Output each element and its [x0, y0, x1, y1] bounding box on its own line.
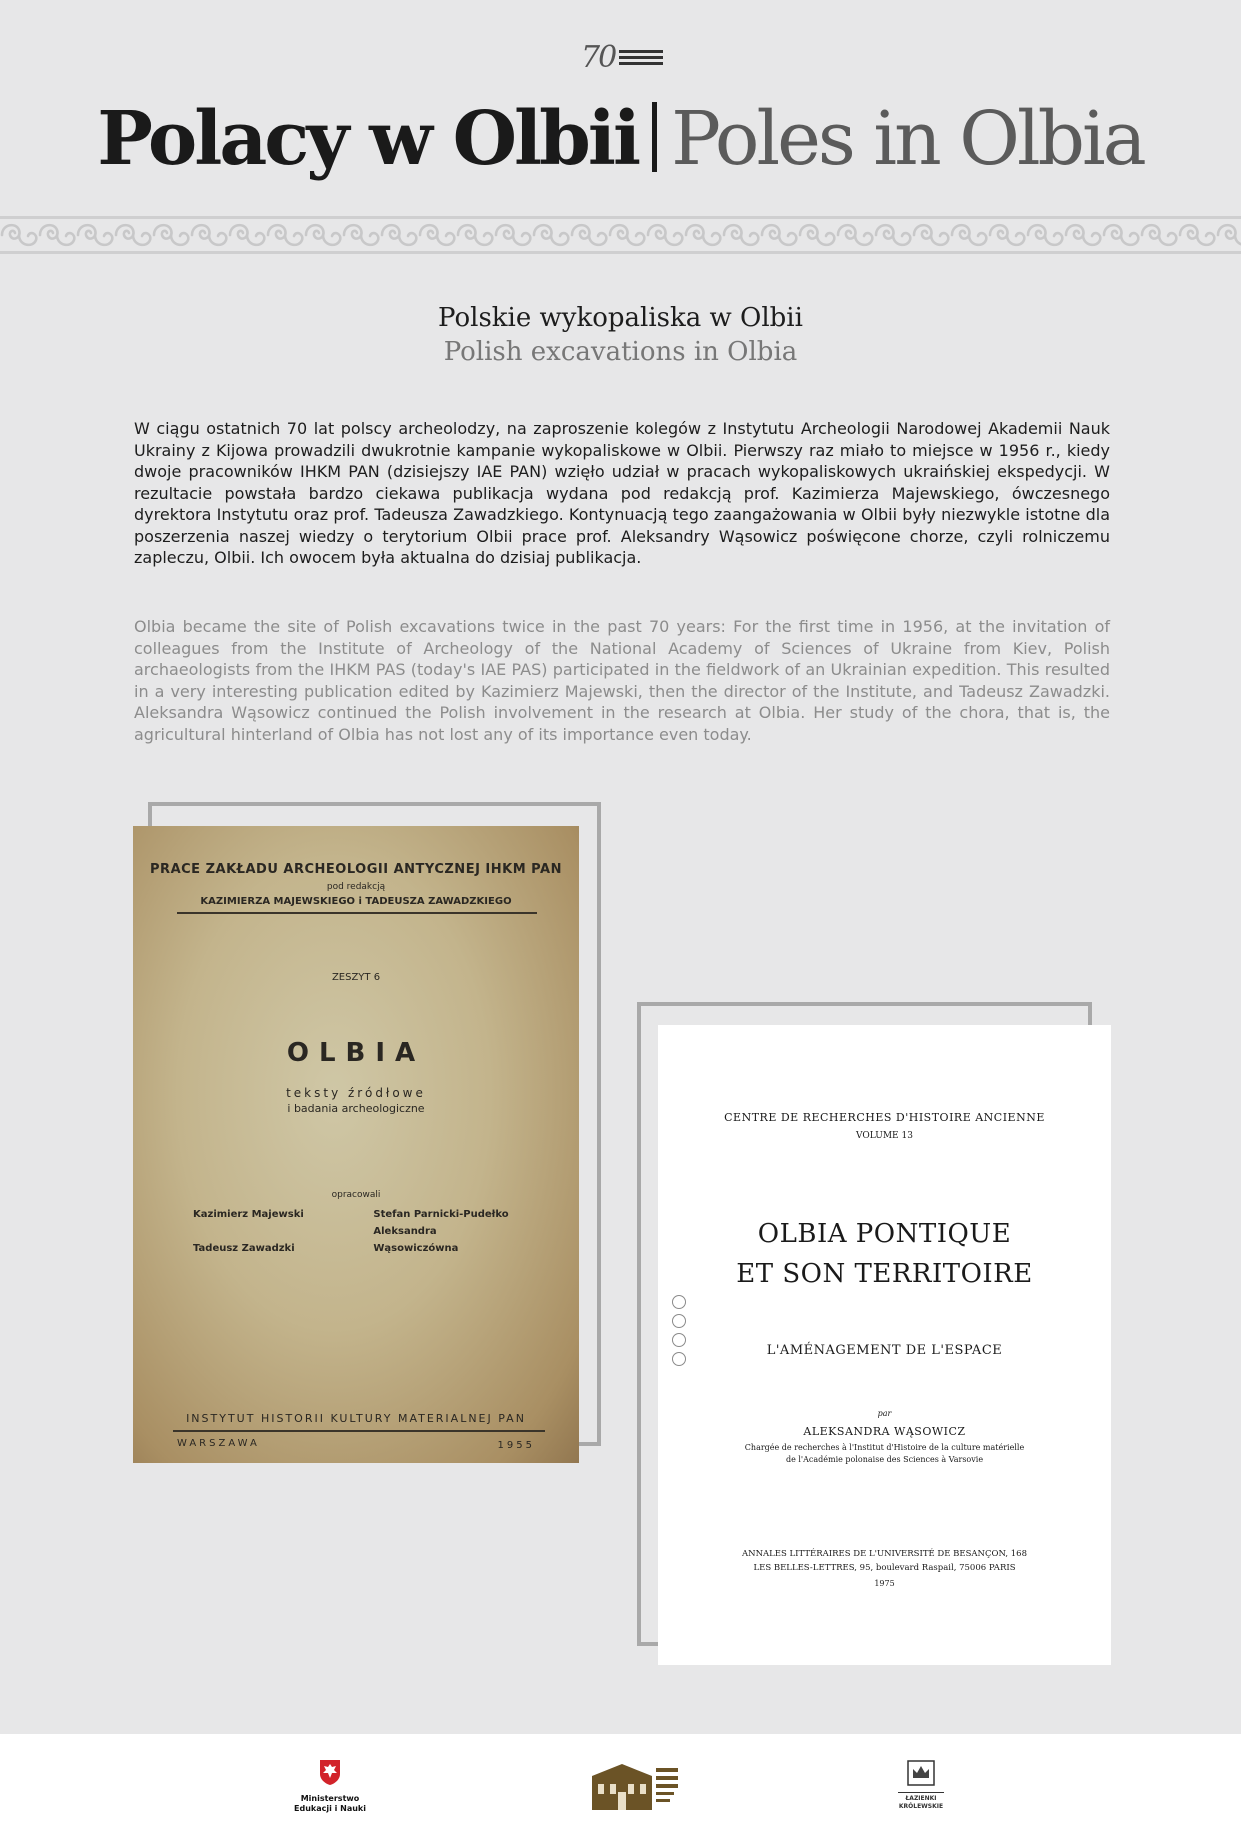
cover1-year: 1955 — [497, 1440, 535, 1451]
page-title-en: Poles in Olbia — [671, 96, 1144, 182]
ministry-caption-2: Edukacji i Nauki — [294, 1804, 366, 1813]
lazienki-caption-2: KRÓLEWSKIE — [898, 1803, 944, 1810]
jubilee-70-logo — [581, 40, 665, 76]
cover2-annales: ANNALES LITTÉRAIRES DE L'UNIVERSITÉ DE BESANÇON, 168 — [742, 1549, 1027, 1559]
lazienki-crown-logo-icon — [907, 1760, 935, 1786]
section-title-pl: Polskie wykopaliska w Olbii — [438, 303, 803, 333]
cover2-subtitle: L'AMÉNAGEMENT DE L'ESPACE — [766, 1343, 1003, 1358]
page-title-pl: Polacy w Olbii — [97, 96, 639, 182]
ministry-caption-1: Ministerstwo — [300, 1794, 360, 1803]
book-cover-olbia — [133, 826, 579, 1463]
cover1-zeszyt: ZESZYT 6 — [331, 972, 381, 983]
cover2-publisher: LES BELLES-LETTRES, 95, boulevard Raspail, 75006 PARIS — [753, 1563, 1016, 1573]
cover1-pod-redakcja: pod redakcją — [326, 882, 386, 892]
polish-eagle-emblem-icon — [318, 1758, 342, 1786]
cover1-authors — [193, 1206, 523, 1257]
cover1-institute: INSTYTUT HISTORII KULTURY MATERIALNEJ PAN — [186, 1412, 526, 1425]
jubilee-bars-icon — [619, 50, 663, 68]
cover2-center: CENTRE DE RECHERCHES D'HISTOIRE ANCIENNE — [724, 1111, 1045, 1124]
jubilee-number: 70 — [581, 40, 616, 75]
cover1-subtitle-2: i badania archeologiczne — [287, 1102, 425, 1115]
cover2-title-2: ET SON TERRITOIRE — [736, 1259, 1033, 1289]
cover2-affiliation-1: Chargée de recherches à l'Institut d'Histoire de la culture matérielle — [744, 1443, 1025, 1452]
cover1-rule-bottom — [173, 1430, 545, 1432]
cover1-city: WARSZAWA — [177, 1438, 260, 1449]
body-text-pl: W ciągu ostatnich 70 lat polscy archeolodzy, na zaproszenie kolegów z Instytutu Archeologii Narodowej Akademii Nauk Ukrainy z Kijowa prowadzili dwukrotnie kampanie wykopaliskowe w Olbii. Pierwszy raz miało to miejsce w 1956 r., kiedy dwoje pracowników IHKM PAN (dzisiejszy IAE PAN) wzięło udział w pracach wykopaliskowych ukraińskiej ekspedycji. W rezultacie powstała bardzo ciekawa publikacja wydana pod redakcją prof. Kazimierza Majewskiego, ówczesnego dyrektora Instytutu oraz prof. Tadeusza Zawadzkiego. Kontynuacją tego zaangażowania w Olbii były niezwykle istotne dla poszerzenia naszej wiedzy o terytorium Olbii prace prof. Aleksandry Wąsowicz poświęcone chorze, czyli rolniczemu zapleczu, Olbii. Ich owocem była aktualna do dzisiaj publikacja. — [134, 419, 1110, 567]
cover1-author: Tadeusz Zawadzki — [193, 1243, 295, 1254]
cover2-title-1: OLBIA PONTIQUE — [757, 1219, 1012, 1249]
cover2-volume: VOLUME 13 — [856, 1131, 913, 1141]
meander-border-icon — [0, 216, 1241, 254]
cover1-author: Kazimierz Majewski — [193, 1209, 304, 1220]
cover2-year: 1975 — [874, 1579, 895, 1588]
page-title — [0, 92, 1241, 186]
title-separator — [652, 102, 657, 172]
lazienki-caption-1: ŁAZIENKI — [905, 1795, 937, 1802]
cover2-author: ALEKSANDRA WĄSOWICZ — [803, 1425, 966, 1438]
cover1-editors: KAZIMIERZA MAJEWSKIEGO i TADEUSZA ZAWADZKIEGO — [200, 896, 512, 907]
cover2-par: par — [877, 1409, 892, 1418]
book-title-page-olbia-pontique — [658, 1025, 1111, 1665]
cover2-affiliation-2: de l'Académie polonaise des Sciences à Varsovie — [785, 1455, 984, 1464]
iae-pan-building-logo-icon — [590, 1762, 680, 1812]
cover1-subtitle-1: teksty źródłowe — [286, 1086, 426, 1100]
section-title-en: Polish excavations in Olbia — [443, 337, 798, 367]
cover1-author: Aleksandra Wąsowiczówna — [373, 1226, 459, 1254]
ministry-logo — [290, 1758, 370, 1814]
cover1-author: Stefan Parnicki-Pudełko — [373, 1209, 509, 1220]
cover1-title: OLBIA — [286, 1038, 426, 1068]
cover1-series: PRACE ZAKŁADU ARCHEOLOGII ANTYCZNEJ IHKM PAN — [150, 862, 562, 877]
cover1-rule-top — [177, 912, 537, 914]
lazienki-logo — [898, 1760, 944, 1811]
body-text-en: Olbia became the site of Polish excavations twice in the past 70 years: For the first time in 1956, at the invitation of colleagues from the Institute of Archeology of the National Academy of Sciences of Ukraine from Kiev, Polish archaeologists from the IHKM PAS (today's IAE PAS) participated in the fieldwork of an Ukrainian expedition. This resulted in a very interesting publication edited by Kazimierz Majewski, then the director of the Institute, and Tadeusz Zawadzki. Aleksandra Wąsowicz continued the Polish involvement in the research at Olbia. Her study of the chora, that is, the agricultural hinterland of Olbia has not lost any of its importance even today. — [134, 617, 1110, 744]
cover1-opracowali: opracowali — [331, 1190, 381, 1200]
